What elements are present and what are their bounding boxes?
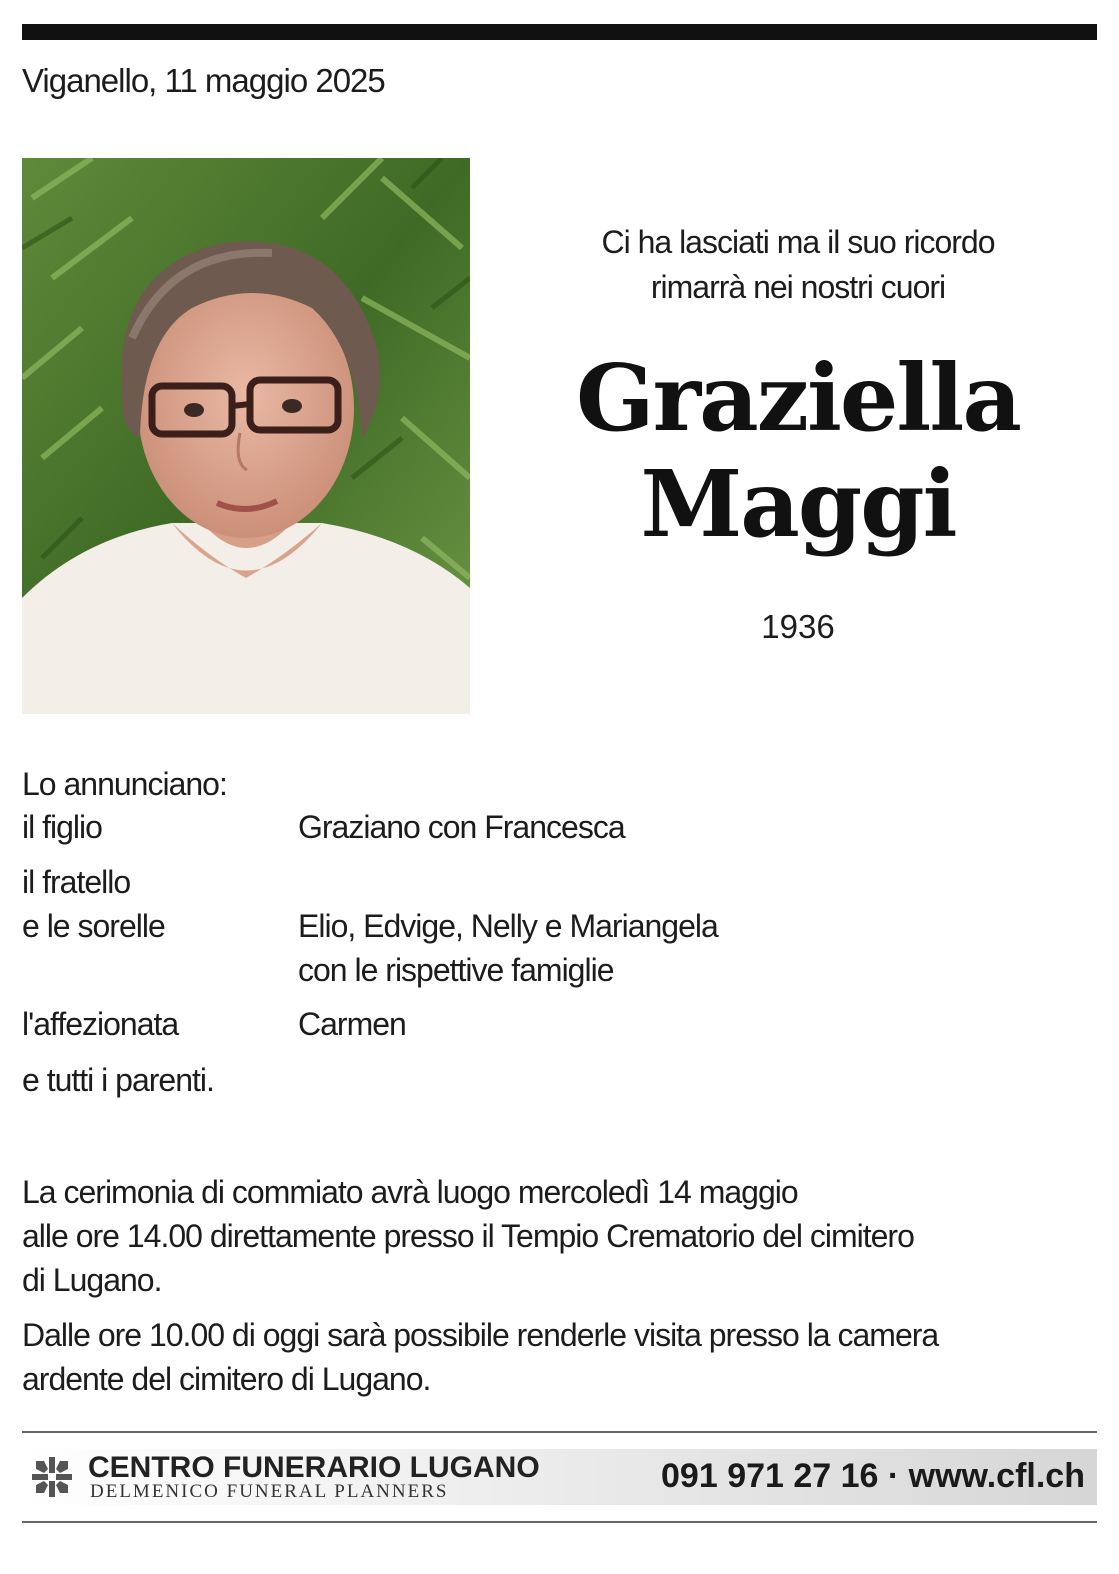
funeral-home-banner [22, 1449, 1097, 1505]
footer-bottom-rule [22, 1521, 1097, 1523]
relative-role [22, 1002, 302, 1046]
names-line: Carmen [298, 1006, 406, 1042]
portrait-illustration [22, 158, 470, 714]
role-line: l'affezionata [22, 1006, 179, 1042]
ceremony-line-2: alle ore 14.00 direttamente presso il Tempio Crematorio del cimitero [22, 1218, 914, 1254]
last-name: Maggi [640, 450, 956, 558]
visit-line-2: ardente del cimitero di Lugano. [22, 1361, 431, 1397]
names-line: con le rispettive famiglie [298, 952, 614, 988]
top-rule [22, 24, 1097, 40]
memorial-quote [538, 220, 1058, 310]
relative-names [298, 805, 998, 849]
quote-line-1: Ci ha lasciati ma il suo ricordo [601, 224, 995, 260]
role-line: il figlio [22, 809, 102, 845]
company-tagline: DELMENICO FUNERAL PLANNERS [90, 1481, 449, 1502]
ceremony-paragraph [22, 1170, 1097, 1302]
names-line: Elio, Edvige, Nelly e Mariangela [298, 908, 718, 944]
deceased-name [538, 345, 1058, 557]
place-date: Viganello, 11 maggio 2025 [22, 62, 385, 99]
visit-paragraph [22, 1313, 1097, 1401]
relative-role [22, 860, 302, 948]
role-line: e tutti i parenti. [22, 1062, 214, 1098]
role-line: e le sorelle [22, 908, 165, 944]
relative-names [298, 904, 998, 992]
visit-line-1: Dalle ore 10.00 di oggi sarà possibile renderle visita presso la camera [22, 1317, 939, 1353]
stylized-cross-icon [30, 1455, 74, 1499]
birth-year: 1936 [761, 608, 835, 645]
announcement-label: Lo annunciano: [22, 766, 227, 802]
quote-line-2: rimarrà nei nostri cuori [650, 269, 946, 305]
portrait-photo [22, 158, 470, 714]
contact-info: 091 971 27 16 · www.cfl.ch [661, 1457, 1085, 1495]
ceremony-line-3: di Lugano. [22, 1262, 162, 1298]
names-line: Graziano con Francesca [298, 809, 625, 845]
first-name: Graziella [576, 344, 1020, 452]
ceremony-line-1: La cerimonia di commiato avrà luogo mercoledì 14 maggio [22, 1174, 798, 1210]
relative-role [22, 1058, 302, 1102]
company-name: CENTRO FUNERARIO LUGANO [88, 1451, 540, 1484]
relative-names [298, 1002, 998, 1046]
footer-top-rule [22, 1431, 1097, 1433]
role-line: il fratello [22, 864, 131, 900]
relative-role [22, 805, 302, 849]
